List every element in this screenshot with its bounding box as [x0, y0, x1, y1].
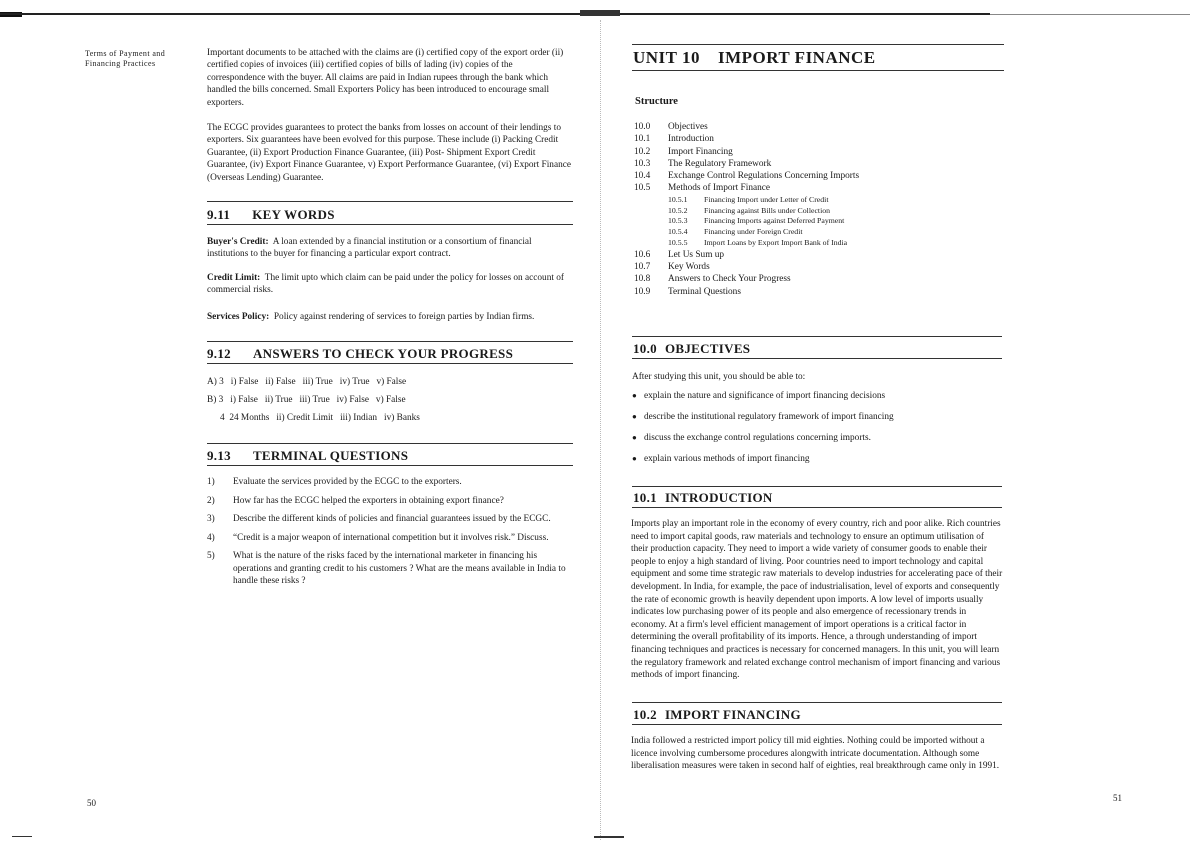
- objective-item: [632, 411, 1002, 423]
- structure-sub-text: Import Loans by Export Import Bank of India: [704, 237, 848, 247]
- section-heading-import-financing: [633, 707, 801, 723]
- section-heading-answers: [207, 346, 513, 362]
- unit-rule-top: [632, 44, 1004, 45]
- structure-text: Answers to Check Your Progress: [668, 274, 791, 285]
- structure-number: 10.1: [634, 134, 651, 145]
- section-number: 10.1: [633, 490, 657, 505]
- question-text: Evaluate the services provided by the ECGC to the exporters.: [233, 477, 462, 487]
- bullet-icon: ●: [632, 454, 637, 463]
- terminal-question: [207, 476, 573, 489]
- structure-item: [634, 170, 994, 182]
- key-word-definition: The limit upto which claim can be paid under the policy for losses on account of commercial risks.: [207, 273, 564, 296]
- top-rule: [0, 13, 990, 15]
- bullet-icon: ●: [632, 412, 637, 421]
- structure-number: 10.2: [634, 146, 651, 157]
- section-rule: [207, 341, 573, 342]
- section-title: ANSWERS TO CHECK YOUR PROGRESS: [252, 346, 514, 361]
- section-rule: [207, 201, 573, 202]
- answer-label: A) 3: [207, 377, 224, 387]
- page-number-left: 50: [87, 798, 96, 808]
- key-word-item: [207, 311, 573, 323]
- section-number: 10.2: [633, 707, 657, 722]
- objectives-list: [632, 390, 1002, 465]
- structure-text: Methods of Import Finance: [668, 183, 770, 194]
- structure-number: 10.8: [634, 274, 651, 285]
- structure-number: 10.6: [634, 249, 651, 260]
- section-number: 10.0: [633, 341, 657, 356]
- section-number: 9.12: [207, 346, 231, 361]
- unit-heading: [633, 48, 876, 68]
- section-number: 9.13: [207, 448, 231, 463]
- question-number: 5): [207, 551, 215, 561]
- question-number: 1): [207, 477, 215, 487]
- structure-item: [634, 286, 994, 298]
- introduction-text: Imports play an important role in the economy of every country, rich and poor alike. Rich countries need to import capital goods, raw materials and technology to ensure an optimum utilisation of their production capacity. They need to import a wide variety of consumer goods to enable their people to enjoy a high standard of living. Poor countries need to import technology and capital equipment and some time strategic raw materials to develop industries for accelerating pace of their development. In India, for example, the pace of industrialisation, level of exports and consequently the rate of economic growth is heavily dependent upon imports. A low level of imports usually indicates low purchasing power of its people and also emergence of recessionary trends in economy. At a firm's level efficient management of import operations is a critical factor in determining the overall profitability of its imports. Hence, a through understanding of import financing techniques and practices is necessary for concerned managers. In this unit, you will learn the regulatory framework and related exchange control mechanism of import financing and various methods of import financing.: [631, 519, 1003, 681]
- question-text: “Credit is a major weapon of international competition but it involves risk.” Discuss.: [233, 532, 549, 543]
- page-number-right: 51: [1113, 793, 1122, 803]
- scan-smudge-bottom: [594, 836, 624, 838]
- section-title: KEY WORDS: [252, 207, 335, 222]
- bullet-icon: ●: [632, 433, 637, 442]
- structure-subitem: [634, 227, 994, 238]
- structure-item: [634, 158, 994, 170]
- section-rule: [207, 363, 573, 364]
- objective-item: [632, 390, 1002, 402]
- page-fold: [600, 20, 602, 840]
- terminal-question-list: [207, 476, 573, 588]
- terminal-question: [207, 532, 573, 545]
- objective-text: explain various methods of import financing: [644, 454, 810, 464]
- terminal-question: [207, 495, 573, 508]
- structure-subitem: [634, 206, 994, 217]
- section-title: IMPORT FINANCING: [664, 707, 801, 722]
- objective-text: discuss the exchange control regulations concerning imports.: [644, 433, 871, 443]
- answer-text: i) False ii) False iii) True iv) True v) False: [230, 377, 407, 387]
- answer-text: 24 Months ii) Credit Limit iii) Indian iv) Banks: [229, 413, 420, 423]
- terminal-question: [207, 513, 573, 526]
- unit-title: IMPORT FINANCE: [717, 48, 876, 67]
- key-word-term: Services Policy:: [207, 312, 270, 322]
- key-word-term: Buyer's Credit:: [207, 237, 269, 247]
- structure-subitem: [634, 216, 994, 227]
- section-rule: [632, 358, 1002, 359]
- section-heading-introduction: [633, 490, 773, 506]
- structure-text: Import Financing: [668, 146, 733, 157]
- objective-text: describe the institutional regulatory framework of import financing: [644, 412, 894, 422]
- section-heading-key-words: [207, 207, 335, 223]
- structure-sub-number: 10.5.1: [668, 194, 688, 204]
- key-word-definition: Policy against rendering of services to foreign parties by Indian firms.: [273, 312, 535, 322]
- section-rule: [632, 724, 1002, 725]
- section-rule: [632, 486, 1002, 487]
- structure-sub-text: Financing against Bills under Collection: [704, 205, 831, 215]
- structure-list: [634, 121, 994, 298]
- objective-item: [632, 453, 1002, 465]
- top-rule-right: [990, 14, 1190, 15]
- scan-mark-bottom-left: [12, 836, 32, 837]
- bullet-icon: ●: [632, 391, 637, 400]
- structure-text: Terminal Questions: [668, 286, 741, 297]
- structure-sub-number: 10.5.3: [668, 216, 688, 226]
- structure-number: 10.0: [634, 122, 651, 132]
- intro-paragraph-2: The ECGC provides guarantees to protect the banks from losses on account of their lendings to exporters. Six guarantees have been evolved for this purpose. These include (i) Packing Credit Guarantee, (ii) Export Production Finance Guarantee, (iii) Post- Shipment Export Credit Guarantee, (iv) Export Finance Guarantee, v) Export Performance Guarantee, (vi) Export Finance (Overseas Lending) Guarantee.: [207, 123, 571, 183]
- question-text: What is the nature of the risks faced by the international marketer in financing his operations and granting credit to his customers ? What are the means available in India to handle these risks ?: [233, 551, 566, 586]
- unit-number: UNIT 10: [633, 48, 700, 67]
- key-word-item: [207, 236, 573, 261]
- structure-text: The Regulatory Framework: [668, 158, 772, 169]
- import-financing-text: India followed a restricted import policy till mid eighties. Nothing could be imported without a licence involving cumbersome procedures alongwith intricate documentation. Although some liberalisation measures were taken in second half of eighties, real breakthrough came only in 1991.: [631, 736, 1000, 772]
- section-title: INTRODUCTION: [664, 490, 773, 505]
- section-title: OBJECTIVES: [664, 341, 751, 356]
- section-rule: [632, 336, 1002, 337]
- structure-sub-number: 10.5.4: [668, 227, 688, 237]
- section-rule: [207, 465, 573, 466]
- objectives-lead: After studying this unit, you should be able to:: [632, 372, 806, 382]
- structure-text: Key Words: [668, 262, 710, 273]
- section-rule: [207, 224, 573, 225]
- structure-number: 10.4: [634, 171, 651, 182]
- section-number: 9.11: [207, 207, 231, 222]
- objective-text: explain the nature and significance of import financing decisions: [644, 391, 886, 401]
- structure-subitem: [634, 238, 994, 249]
- answer-text: i) False ii) True iii) True iv) False v) False: [230, 395, 406, 405]
- structure-item: [634, 273, 994, 285]
- structure-text: Objectives: [668, 122, 708, 132]
- structure-sub-text: Financing Imports against Deferred Payment: [704, 216, 845, 226]
- key-word-definition: A loan extended by a financial institution or a consortium of financial institutions to the buyer for financing a particular export contract.: [207, 237, 532, 260]
- structure-item: [634, 146, 994, 158]
- section-heading-terminal: [207, 448, 408, 464]
- question-number: 2): [207, 495, 215, 506]
- structure-heading: Structure: [635, 96, 678, 107]
- objective-item: [632, 432, 1002, 444]
- structure-item: [634, 249, 994, 261]
- structure-item: [634, 182, 994, 194]
- question-number: 4): [207, 532, 215, 543]
- structure-sub-text: Financing under Foreign Credit: [704, 227, 803, 237]
- structure-item: [634, 133, 994, 145]
- structure-subitem: [634, 195, 994, 206]
- key-word-term: Credit Limit:: [207, 273, 261, 283]
- structure-sub-number: 10.5.5: [668, 237, 688, 247]
- section-rule: [207, 443, 573, 444]
- section-heading-objectives: [633, 341, 750, 357]
- key-word-item: [207, 272, 573, 297]
- answer-row: [207, 376, 573, 388]
- answer-label: B) 3: [207, 395, 224, 405]
- section-rule: [632, 702, 1002, 703]
- unit-rule-bottom: [632, 70, 1004, 71]
- section-rule: [632, 507, 1002, 508]
- answer-label: 4: [220, 413, 225, 423]
- structure-sub-text: Financing Import under Letter of Credit: [704, 194, 829, 204]
- answer-row: [220, 412, 573, 424]
- structure-number: 10.5: [634, 183, 651, 194]
- question-text: Describe the different kinds of policies and financial guarantees issued by the ECGC.: [233, 514, 551, 524]
- margin-title: Terms of Payment and Financing Practices: [85, 49, 166, 68]
- scan-smudge: [580, 10, 620, 16]
- structure-number: 10.7: [634, 262, 651, 273]
- section-title: TERMINAL QUESTIONS: [252, 448, 409, 463]
- structure-item: [634, 261, 994, 273]
- structure-number: 10.3: [634, 158, 651, 169]
- structure-sub-number: 10.5.2: [668, 205, 688, 215]
- answer-row: [207, 394, 573, 406]
- terminal-question: [207, 550, 573, 588]
- intro-paragraph-1: Important documents to be attached with the claims are (i) certified copy of the export order (ii) certified copies of invoices (iii) certified copies of bills of lading (iv) copies of the correspondence with the buyer. All claims are paid in Indian rupees through the bank which handled the bills concerned. Small Exporters Policy has been introduced to encourage small exporters.: [207, 48, 564, 108]
- structure-text: Let Us Sum up: [668, 249, 725, 260]
- question-text: How far has the ECGC helped the exporters in obtaining export finance?: [233, 495, 504, 506]
- structure-item: [634, 121, 994, 133]
- structure-number: 10.9: [634, 286, 651, 297]
- question-number: 3): [207, 514, 215, 524]
- structure-text: Exchange Control Regulations Concerning Imports: [668, 171, 860, 182]
- structure-text: Introduction: [668, 134, 714, 145]
